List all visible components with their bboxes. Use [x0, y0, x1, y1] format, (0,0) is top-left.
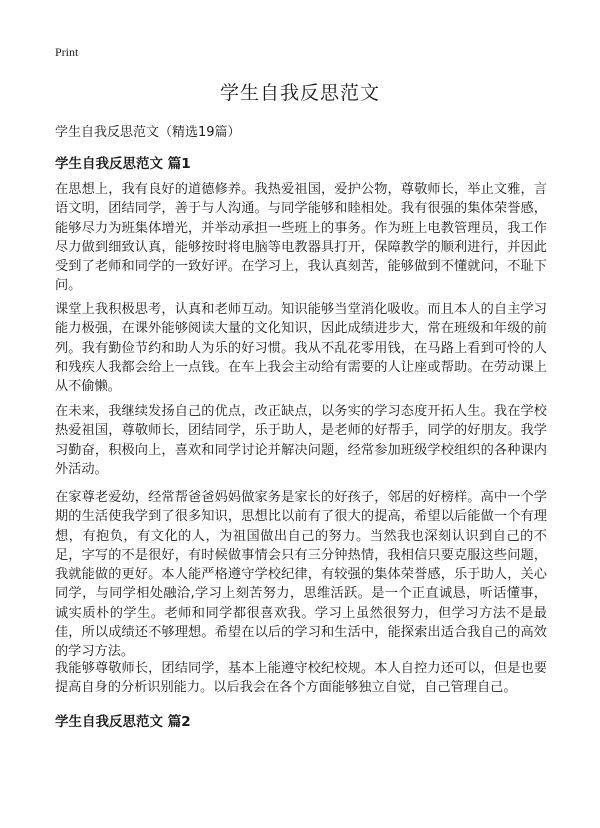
- section-heading-2: 学生自我反思范文 篇2: [55, 714, 191, 730]
- paragraph-3: 在未来，我继续发扬自己的优点，改正缺点，以务实的学习态度开拓人生。我在学校热爱祖国，尊敬师长，团结同学，乐于助人，是老师的好帮手，同学的好朋友。我学习勤奋，积极向上，喜欢和同学讨论并解决问题，经常参加班级学校组织的各种课内外活动。: [55, 404, 547, 477]
- document-title: 学生自我反思范文: [219, 82, 380, 104]
- section-heading-1: 学生自我反思范文 篇1: [55, 156, 191, 172]
- paragraph-4: 在家尊老爱幼，经常帮爸爸妈妈做家务是家长的好孩子，邻居的好榜样。高中一个学期的生活使我学到了很多知识，思想比以前有了很大的提高，希望以后能做一个有理想，有抱负，有文化的人，为祖国做出自己的努力。当然我也深刻认识到自己的不足，字写的不是很好，有时候做事情会只有三分钟热情，我相信只要克服这些问题，我就能做的更好。本人能严格遵守学校纪律，有较强的集体荣誉感，乐于助人，关心同学，与同学相处融洽,学习上刻苦努力，思维活跃。是一个正直诚恳，听话懂事，诚实质朴的学生。老师和同学都很喜欢我。学习上虽然很努力，但学习方法不是最佳，所以成绩还不够理想。希望在以后的学习和生活中，能探索出适合我自己的高效的学习方法。: [55, 490, 547, 660]
- print-label[interactable]: Print: [55, 45, 79, 59]
- paragraph-5: 我能够尊敬师长，团结同学，基本上能遵守校纪校规。本人自控力还可以，但是也要提高自身的分析识别能力。以后我会在各个方面能够独立自觉，自己管理自己。: [55, 661, 547, 696]
- paragraph-1: 在思想上，我有良好的道德修养。我热爱祖国，爱护公物，尊敬师长，举止文雅，言语文明，团结同学，善于与人沟通。与同学能够和睦相处。我有很强的集体荣誉感，能够尽力为班集体增光，并举动承担一些班上的事务。作为班上电教管理员，我工作尽力做到细致认真，能够按时将电脑等电教器具打开，保障教学的顺利进行，并因此受到了老师和同学的一致好评。在学习上，我认真刻苦，能够做到不懂就问，不耻下问。: [55, 182, 547, 294]
- document-subtitle: 学生自我反思范文（精选19篇）: [55, 125, 241, 140]
- paragraph-2: 课堂上我积极思考，认真和老师互动。知识能够当堂消化吸收。而且本人的自主学习能力极强，在课外能够阅读大量的文化知识，因此成绩进步大，常在班级和年级的前列。我有勤俭节约和助人为乐的好习惯。我从不乱花零用钱，在马路上看到可怜的人和残疾人我都会给上一点钱。在车上我会主动给有需要的人让座或帮助。在劳动课上从不偷懒。: [55, 302, 547, 395]
